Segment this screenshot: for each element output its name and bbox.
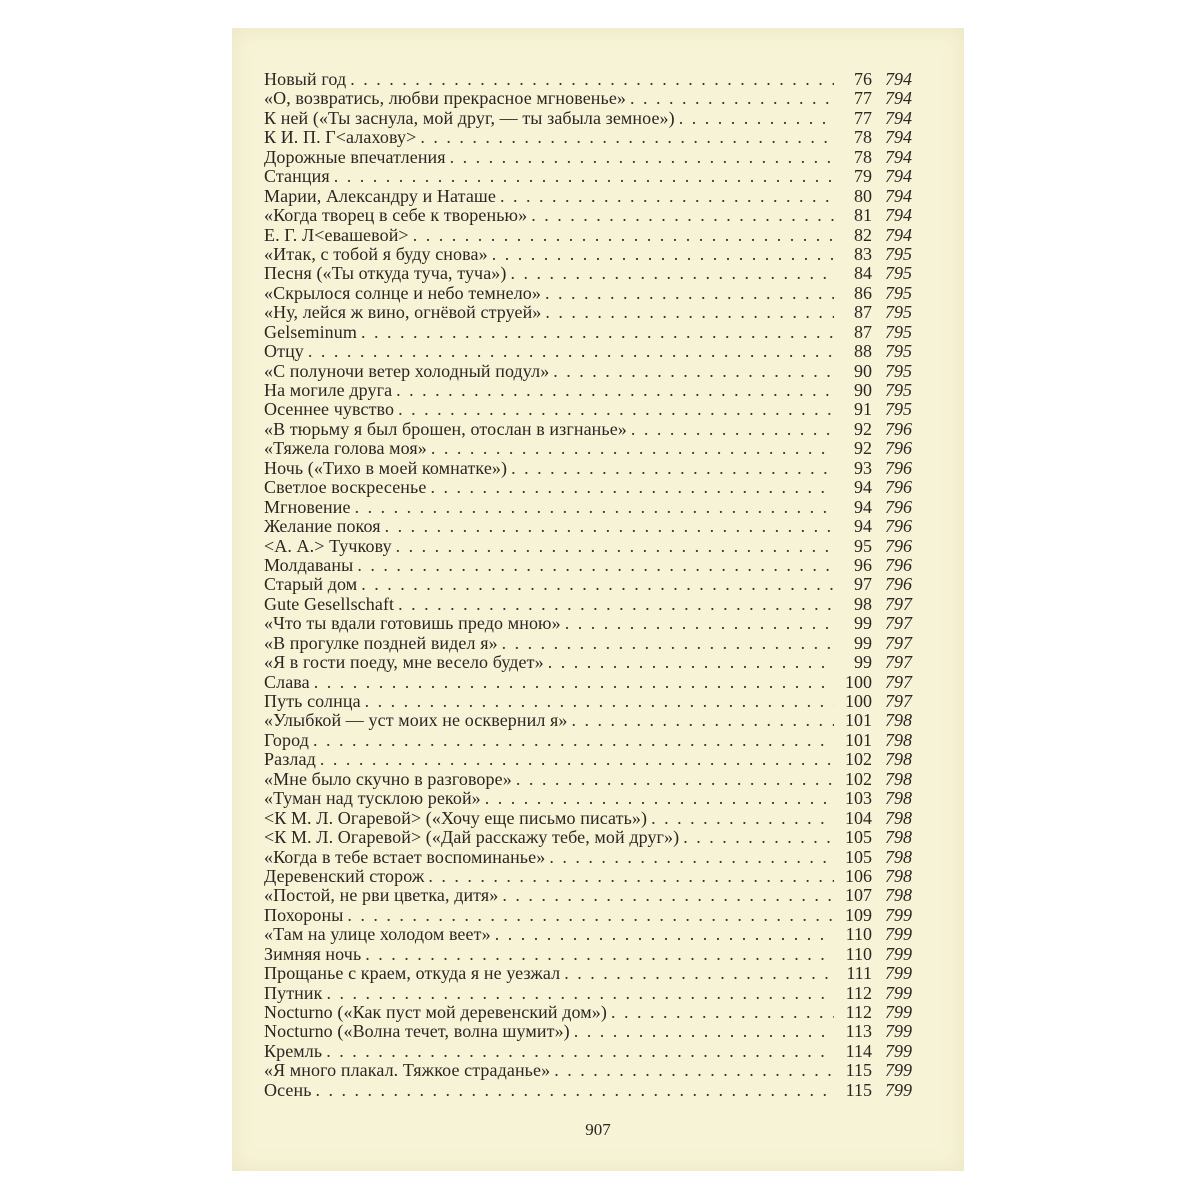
toc-entry xyxy=(264,1003,912,1022)
leader-dots xyxy=(355,498,834,517)
toc-entry-notes-page: 799 xyxy=(885,963,912,984)
toc-entry-page: 79 xyxy=(854,166,872,187)
leader-dots xyxy=(365,692,834,711)
toc-entry-notes-page: 798 xyxy=(885,846,912,867)
toc-entry xyxy=(264,945,912,964)
toc-entry-notes-page: 794 xyxy=(885,127,912,148)
toc-entry-notes-page: 799 xyxy=(885,924,912,945)
toc-entry-notes-page: 795 xyxy=(885,243,912,264)
toc-entry-notes-page: 795 xyxy=(885,321,912,342)
toc-entry-page: 77 xyxy=(854,107,872,128)
toc-entry xyxy=(264,711,912,730)
toc-entry-page: 93 xyxy=(854,457,872,478)
toc-entry-page: 97 xyxy=(854,574,872,595)
leader-dots xyxy=(361,323,834,342)
toc-entry-notes-page: 799 xyxy=(885,943,912,964)
toc-entry-notes-page: 795 xyxy=(885,380,912,400)
toc-entry xyxy=(264,886,912,905)
toc-entry xyxy=(264,109,912,128)
table-of-contents xyxy=(264,70,912,1100)
leader-dots xyxy=(511,264,835,283)
leader-dots xyxy=(326,1042,834,1061)
toc-entry-page: 103 xyxy=(845,788,872,809)
leader-dots xyxy=(361,575,834,594)
toc-entry-page: 101 xyxy=(845,710,872,731)
toc-entry-title: «Там на улице холодом веет» xyxy=(264,924,491,945)
toc-entry-page: 99 xyxy=(854,632,872,653)
toc-entry-title: Станция xyxy=(264,166,330,187)
toc-entry-title: Старый дом xyxy=(264,574,358,595)
toc-entry-title: «Мне было скучно в разговоре» xyxy=(264,768,512,789)
toc-entry xyxy=(264,128,912,147)
toc-entry-notes-page: 797 xyxy=(885,652,912,673)
toc-entry xyxy=(264,459,912,478)
toc-entry-notes-page: 795 xyxy=(885,263,912,284)
toc-entry xyxy=(264,381,912,400)
toc-entry-title: Кремль xyxy=(264,1040,323,1061)
leader-dots xyxy=(500,187,834,206)
toc-entry xyxy=(264,420,912,439)
toc-entry-page: 101 xyxy=(845,729,872,750)
toc-entry-title: «Постой, не рви цветка, дитя» xyxy=(264,885,499,906)
toc-entry-title: Ночь («Тихо в моей комнатке») xyxy=(264,457,508,478)
toc-entry-notes-page: 798 xyxy=(885,807,912,828)
toc-entry-page: 100 xyxy=(845,671,872,692)
toc-entry-notes-page: 798 xyxy=(885,729,912,750)
toc-entry xyxy=(264,498,912,517)
toc-entry xyxy=(264,692,912,711)
toc-entry-title: Осеннее чувство xyxy=(264,399,395,420)
leader-dots xyxy=(574,1022,834,1041)
toc-entry xyxy=(264,925,912,944)
toc-entry-page: 109 xyxy=(845,904,872,925)
toc-entry-title: Gute Gesellschaft xyxy=(264,593,395,614)
toc-entry-notes-page: 795 xyxy=(885,302,912,323)
toc-entry-title: К И. П. Г<алахову> xyxy=(264,127,417,148)
leader-dots xyxy=(495,925,834,944)
toc-entry-page: 77 xyxy=(854,88,872,109)
toc-entry-title: Nocturno («Волна течет, волна шумит») xyxy=(264,1021,570,1042)
toc-entry-title: Похороны xyxy=(264,904,344,925)
toc-entry-title: <А. А.> Тучкову xyxy=(264,535,392,556)
toc-entry-page: 105 xyxy=(845,827,872,848)
leader-dots xyxy=(485,789,834,808)
leader-dots xyxy=(398,400,834,419)
toc-entry-title: «В тюрьму я был брошен, отослан в изгнанье» xyxy=(264,418,627,439)
toc-entry-notes-page: 798 xyxy=(885,885,912,906)
toc-entry-page: 96 xyxy=(854,554,872,575)
leader-dots xyxy=(564,964,834,983)
toc-entry xyxy=(264,653,912,672)
leader-dots xyxy=(631,420,834,439)
toc-entry-notes-page: 794 xyxy=(885,224,912,245)
toc-entry-notes-page: 796 xyxy=(885,496,912,517)
toc-entry-notes-page: 797 xyxy=(885,593,912,614)
toc-entry-title: <К М. Л. Огаревой> («Хочу еще письмо писать») xyxy=(264,807,648,828)
leader-dots xyxy=(553,362,834,381)
toc-entry-title: Новый год xyxy=(264,69,347,89)
toc-entry-page: 87 xyxy=(854,302,872,323)
toc-entry-page: 105 xyxy=(845,846,872,867)
toc-entry-page: 87 xyxy=(854,321,872,342)
toc-entry-notes-page: 796 xyxy=(885,535,912,556)
toc-entry xyxy=(264,264,912,283)
toc-entry-title: «С полуночи ветер холодный подул» xyxy=(264,360,550,381)
leader-dots xyxy=(326,984,834,1003)
leader-dots xyxy=(679,109,834,128)
toc-entry-page: 90 xyxy=(854,380,872,400)
toc-entry-notes-page: 795 xyxy=(885,399,912,420)
toc-entry xyxy=(264,556,912,575)
toc-entry-notes-page: 798 xyxy=(885,768,912,789)
toc-entry-title: «Скрылося солнце и небо темнело» xyxy=(264,282,541,303)
toc-entry-notes-page: 794 xyxy=(885,205,912,226)
toc-entry-title: К ней («Ты заснула, мой друг, — ты забыла земное») xyxy=(264,107,675,128)
toc-entry-title: «В прогулке поздней видел я» xyxy=(264,632,498,653)
toc-entry-page: 78 xyxy=(854,146,872,167)
toc-entry-title: «Когда в тебе встает воспоминанье» xyxy=(264,846,546,867)
toc-entry-title: «Ну, лейся ж вино, огнёвой струей» xyxy=(264,302,542,323)
toc-entry-page: 81 xyxy=(854,205,872,226)
toc-entry-notes-page: 797 xyxy=(885,671,912,692)
toc-entry xyxy=(264,614,912,633)
toc-entry-page: 106 xyxy=(845,865,872,886)
toc-entry-page: 112 xyxy=(845,982,872,1003)
toc-entry-title: Молдаваны xyxy=(264,554,354,575)
toc-entry xyxy=(264,809,912,828)
toc-entry xyxy=(264,89,912,108)
toc-entry-title: Gelseminum xyxy=(264,321,357,342)
toc-entry-page: 100 xyxy=(845,691,872,711)
toc-entry xyxy=(264,1042,912,1061)
book-page xyxy=(232,28,964,1171)
toc-entry xyxy=(264,167,912,186)
toc-entry-title: <К М. Л. Огаревой> («Дай расскажу тебе, мой друг») xyxy=(264,827,680,848)
leader-dots xyxy=(511,459,834,478)
leader-dots xyxy=(531,206,834,225)
toc-entry-page: 94 xyxy=(854,477,872,498)
toc-entry-page: 88 xyxy=(854,341,872,362)
toc-entry-notes-page: 794 xyxy=(885,69,912,89)
toc-entry-title: Осень xyxy=(264,1079,312,1100)
toc-entry-title: «Когда творец в себе к творенью» xyxy=(264,205,528,226)
leader-dots xyxy=(548,653,834,672)
toc-entry-notes-page: 799 xyxy=(885,982,912,1003)
toc-entry-notes-page: 799 xyxy=(885,1079,912,1100)
toc-entry-page: 90 xyxy=(854,360,872,381)
toc-entry-title: Отцу xyxy=(264,341,304,362)
leader-dots xyxy=(320,750,834,769)
toc-entry-page: 95 xyxy=(854,535,872,556)
toc-entry-notes-page: 795 xyxy=(885,282,912,303)
toc-entry-notes-page: 794 xyxy=(885,185,912,206)
toc-entry xyxy=(264,1081,912,1100)
toc-entry-page: 98 xyxy=(854,593,872,614)
leader-dots xyxy=(502,886,834,905)
toc-entry-title: Светлое воскресенье xyxy=(264,477,427,498)
toc-entry-page: 102 xyxy=(845,749,872,770)
leader-dots xyxy=(396,537,834,556)
toc-entry-page: 91 xyxy=(854,399,872,420)
toc-entry-page: 80 xyxy=(854,185,872,206)
toc-entry-notes-page: 796 xyxy=(885,516,912,537)
leader-dots xyxy=(651,809,834,828)
toc-entry xyxy=(264,867,912,886)
toc-entry-notes-page: 798 xyxy=(885,827,912,848)
toc-entry-notes-page: 796 xyxy=(885,438,912,459)
toc-entry xyxy=(264,187,912,206)
toc-entry-title: «Тяжела голова моя» xyxy=(264,438,427,459)
toc-entry-title: «Улыбкой — уст моих не осквернил я» xyxy=(264,710,568,731)
toc-entry-page: 84 xyxy=(854,263,872,284)
leader-dots xyxy=(516,770,834,789)
toc-entry-page: 83 xyxy=(854,243,872,264)
toc-entry-notes-page: 799 xyxy=(885,1002,912,1022)
toc-entry-notes-page: 796 xyxy=(885,418,912,439)
toc-entry-title: Песня («Ты откуда туча, туча») xyxy=(264,263,507,284)
toc-entry-title: Разлад xyxy=(264,749,316,770)
toc-entry-notes-page: 799 xyxy=(885,1060,912,1081)
toc-entry-title: Путь солнца xyxy=(264,691,361,711)
toc-entry-page: 86 xyxy=(854,282,872,303)
toc-entry-title: Путник xyxy=(264,982,323,1003)
toc-entry-title: На могиле друга xyxy=(264,380,393,400)
toc-entry-title: Мгновение xyxy=(264,496,351,517)
leader-dots xyxy=(431,439,834,458)
toc-entry-notes-page: 797 xyxy=(885,613,912,634)
toc-entry-page: 82 xyxy=(854,224,872,245)
toc-entry xyxy=(264,478,912,497)
toc-entry xyxy=(264,634,912,653)
toc-entry-title: «Что ты вдали готовишь предо мною» xyxy=(264,613,561,634)
leader-dots xyxy=(630,89,834,108)
leader-dots xyxy=(347,906,834,925)
leader-dots xyxy=(350,70,834,89)
toc-entry xyxy=(264,537,912,556)
toc-entry-notes-page: 798 xyxy=(885,710,912,731)
toc-entry-page: 110 xyxy=(845,943,872,964)
toc-entry-page: 99 xyxy=(854,652,872,673)
toc-entry-title: «Туман над тусклою рекой» xyxy=(264,788,481,809)
toc-entry-notes-page: 794 xyxy=(885,88,912,109)
toc-entry-notes-page: 799 xyxy=(885,1040,912,1061)
toc-entry-title: Nocturno («Как пуст мой деревенский дом») xyxy=(264,1002,607,1022)
toc-entry-notes-page: 798 xyxy=(885,865,912,886)
leader-dots xyxy=(413,226,834,245)
toc-entry-page: 104 xyxy=(845,807,872,828)
leader-dots xyxy=(430,478,834,497)
toc-entry-notes-page: 799 xyxy=(885,904,912,925)
toc-entry-title: «О, возвратись, любви прекрасное мгновенье» xyxy=(264,88,627,109)
leader-dots xyxy=(549,848,834,867)
toc-entry-title: «Итак, с тобой я буду снова» xyxy=(264,243,488,264)
leader-dots xyxy=(398,595,834,614)
toc-entry-notes-page: 798 xyxy=(885,788,912,809)
toc-entry xyxy=(264,400,912,419)
toc-entry-page: 92 xyxy=(854,418,872,439)
toc-entry-notes-page: 799 xyxy=(885,1021,912,1042)
leader-dots xyxy=(611,1003,834,1022)
toc-entry-page: 114 xyxy=(845,1040,872,1061)
toc-entry xyxy=(264,828,912,847)
toc-entry xyxy=(264,342,912,361)
toc-entry-notes-page: 795 xyxy=(885,341,912,362)
leader-dots xyxy=(450,148,834,167)
leader-dots xyxy=(492,245,834,264)
toc-entry-page: 102 xyxy=(845,768,872,789)
toc-entry xyxy=(264,750,912,769)
leader-dots xyxy=(428,867,834,886)
toc-entry xyxy=(264,226,912,245)
toc-entry xyxy=(264,789,912,808)
page-number: 907 xyxy=(585,1120,611,1139)
toc-entry-notes-page: 797 xyxy=(885,632,912,653)
toc-entry xyxy=(264,323,912,342)
toc-entry xyxy=(264,148,912,167)
toc-entry xyxy=(264,1022,912,1041)
leader-dots xyxy=(308,342,834,361)
toc-entry xyxy=(264,770,912,789)
toc-entry-page: 113 xyxy=(845,1021,872,1042)
toc-entry xyxy=(264,517,912,536)
toc-entry xyxy=(264,245,912,264)
leader-dots xyxy=(365,945,834,964)
toc-entry-page: 110 xyxy=(845,924,872,945)
toc-entry xyxy=(264,303,912,322)
leader-dots xyxy=(554,1061,834,1080)
toc-entry-title: Деревенский сторож xyxy=(264,865,425,886)
leader-dots xyxy=(396,381,834,400)
toc-entry-notes-page: 796 xyxy=(885,477,912,498)
toc-entry-notes-page: 796 xyxy=(885,554,912,575)
toc-entry xyxy=(264,575,912,594)
toc-entry-notes-page: 796 xyxy=(885,574,912,595)
toc-entry xyxy=(264,848,912,867)
toc-entry-title: Дорожные впечатления xyxy=(264,146,446,167)
toc-entry-title: Прощанье с краем, откуда я не уезжал xyxy=(264,963,561,984)
leader-dots xyxy=(545,284,834,303)
leader-dots xyxy=(313,731,834,750)
leader-dots xyxy=(545,303,834,322)
toc-entry xyxy=(264,673,912,692)
toc-entry-title: Зимняя ночь xyxy=(264,943,362,964)
leader-dots xyxy=(316,1081,834,1100)
toc-entry-page: 107 xyxy=(845,885,872,906)
leader-dots xyxy=(572,711,834,730)
toc-entry-title: «Я много плакал. Тяжкое страданье» xyxy=(264,1060,551,1081)
leader-dots xyxy=(565,614,834,633)
leader-dots xyxy=(357,556,834,575)
toc-entry-title: Е. Г. Л<евашевой> xyxy=(264,224,409,245)
toc-entry-notes-page: 794 xyxy=(885,107,912,128)
toc-entry-title: Слава xyxy=(264,671,310,692)
leader-dots xyxy=(314,673,834,692)
toc-entry xyxy=(264,964,912,983)
toc-entry xyxy=(264,362,912,381)
toc-entry xyxy=(264,1061,912,1080)
toc-entry xyxy=(264,439,912,458)
leader-dots xyxy=(385,517,834,536)
toc-entry xyxy=(264,70,912,89)
toc-entry-page: 115 xyxy=(845,1079,872,1100)
toc-entry xyxy=(264,984,912,1003)
toc-entry-notes-page: 798 xyxy=(885,749,912,770)
toc-entry-page: 76 xyxy=(854,69,872,89)
toc-entry xyxy=(264,206,912,225)
toc-entry-title: «Я в гости поеду, мне весело будет» xyxy=(264,652,544,673)
toc-entry-title: Город xyxy=(264,729,309,750)
toc-entry-page: 115 xyxy=(845,1060,872,1081)
leader-dots xyxy=(334,167,834,186)
toc-entry-notes-page: 794 xyxy=(885,146,912,167)
toc-entry-notes-page: 794 xyxy=(885,166,912,187)
toc-entry-page: 92 xyxy=(854,438,872,459)
toc-entry xyxy=(264,595,912,614)
leader-dots xyxy=(502,634,834,653)
toc-entry xyxy=(264,906,912,925)
toc-entry-title: Желание покоя xyxy=(264,516,381,537)
leader-dots xyxy=(683,828,834,847)
toc-entry-notes-page: 796 xyxy=(885,457,912,478)
toc-entry xyxy=(264,731,912,750)
toc-entry-page: 99 xyxy=(854,613,872,634)
toc-entry-page: 94 xyxy=(854,516,872,537)
toc-entry xyxy=(264,284,912,303)
toc-entry-notes-page: 797 xyxy=(885,691,912,711)
toc-entry-title: Марии, Александру и Наташе xyxy=(264,185,496,206)
toc-entry-notes-page: 795 xyxy=(885,360,912,381)
toc-entry-page: 94 xyxy=(854,496,872,517)
toc-entry-page: 78 xyxy=(854,127,872,148)
leader-dots xyxy=(420,128,834,147)
toc-entry-page: 111 xyxy=(846,963,872,984)
toc-entry-page: 112 xyxy=(845,1002,872,1022)
